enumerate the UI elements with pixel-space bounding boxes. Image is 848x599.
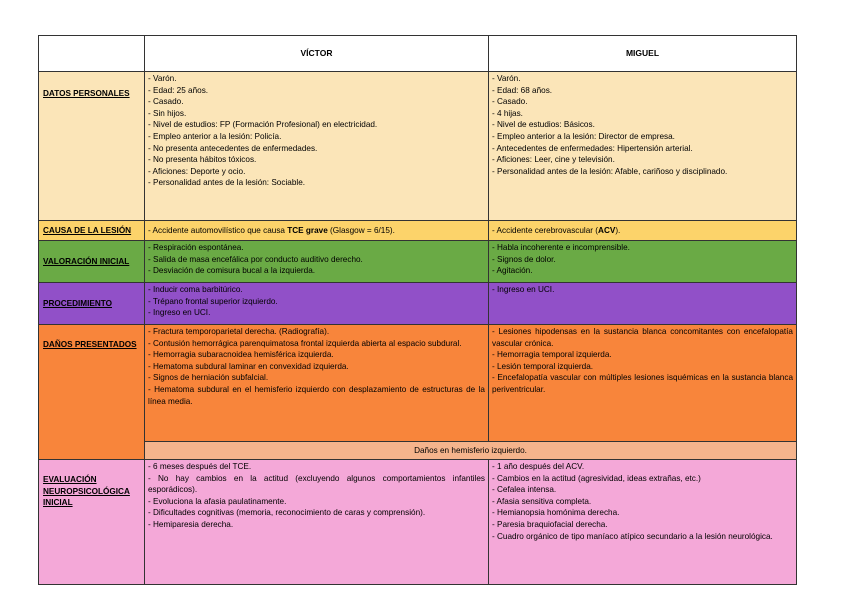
list-item: - Salida de masa encefálica por conducto auditivo derecho. xyxy=(148,254,363,264)
victor-cell xyxy=(145,283,489,325)
header-victor: VÍCTOR xyxy=(145,36,489,72)
list-item: - Empleo anterior a la lesión: Director de empresa. xyxy=(492,131,675,141)
causa-text: ). xyxy=(615,225,621,235)
list-item: - Encefalopatía vascular con múltiples lesiones isquémicas en la sustancia blanca periventricular. xyxy=(492,373,793,394)
list-item: - Hemorragia temporal izquierda. xyxy=(492,350,612,360)
row-procedimiento xyxy=(39,283,797,325)
list-item: - Dificultades cognitivas (memoria, reconocimiento de caras y comprensión). xyxy=(148,508,426,518)
list-item: - Trépano frontal superior izquierdo. xyxy=(148,296,278,306)
list-item: - Afasia sensitiva completa. xyxy=(492,496,592,506)
causa-text: - Accidente cerebrovascular ( xyxy=(492,225,599,235)
comparison-table xyxy=(38,35,797,585)
list-item: - Aficiones: Leer, cine y televisión. xyxy=(492,155,615,165)
row-causa-lesion xyxy=(39,221,797,241)
list-item: - Evoluciona la afasia paulatinamente. xyxy=(148,496,287,506)
list-item: - Inducir coma barbitúrico. xyxy=(148,285,243,294)
victor-cell xyxy=(145,241,489,283)
list-item: - Varón. xyxy=(492,74,521,83)
list-item: - No hay cambios en la actitud (excluyendo algunos comportamientos infantiles esporádicos). xyxy=(148,473,485,495)
list-item: - 1 año después del ACV. xyxy=(492,462,585,471)
row-label: VALORACIÓN INICIAL xyxy=(39,241,145,283)
miguel-cell xyxy=(489,72,797,221)
list-item: - Hemorragia subaracnoidea hemisférica izquierda. xyxy=(148,350,334,360)
list-item: - Desviación de comisura bucal a la izquierda. xyxy=(148,266,316,276)
list-item: - Habla incoherente e incomprensible. xyxy=(492,243,630,252)
list-item: - Cambios en la actitud (agresividad, ideas extrañas, etc.) xyxy=(492,473,701,483)
miguel-cell xyxy=(489,221,797,241)
list-item: - Respiración espontánea. xyxy=(148,243,244,252)
row-label: EVALUACIÓN NEUROPSICOLÓGICA INICIAL xyxy=(39,460,145,585)
list-item: - Hemianopsia homónima derecha. xyxy=(492,508,620,518)
list-item: - Empleo anterior a la lesión: Policía. xyxy=(148,131,282,141)
header-miguel: MIGUEL xyxy=(489,36,797,72)
list-item: - 6 meses después del TCE. xyxy=(148,462,252,471)
list-item: - Cuadro orgánico de tipo maníaco atípico secundario a la lesión neurológica. xyxy=(492,531,773,541)
header-row xyxy=(39,36,797,72)
list-item: - Hematoma subdural en el hemisferio izquierdo con desplazamiento de estructuras de la línea media. xyxy=(148,384,485,406)
row-valoracion-inicial xyxy=(39,241,797,283)
list-item: - Personalidad antes de la lesión: Afable, cariñoso y disciplinado. xyxy=(492,166,728,176)
list-item: - Fractura temporoparietal derecha. (Radiografía). xyxy=(148,327,330,336)
list-item: - No presenta antecedentes de enfermedades. xyxy=(148,143,318,153)
victor-cell xyxy=(145,221,489,241)
list-item: - Varón. xyxy=(148,74,177,83)
row-label: CAUSA DE LA LESIÓN xyxy=(39,221,145,241)
list-item: - Hematoma subdural laminar en convexidad izquierda. xyxy=(148,361,349,371)
list-item: - Aficiones: Deporte y ocio. xyxy=(148,166,246,176)
miguel-cell xyxy=(489,283,797,325)
list-item: - Edad: 68 años. xyxy=(492,85,553,95)
list-item: - Lesión temporal izquierda. xyxy=(492,361,594,371)
list-item: - Cefalea intensa. xyxy=(492,485,557,495)
miguel-cell xyxy=(489,241,797,283)
list-item: - Nivel de estudios: FP (Formación Profesional) en electricidad. xyxy=(148,120,378,130)
list-item: - 4 hijas. xyxy=(492,108,523,118)
corner-cell xyxy=(39,36,145,72)
miguel-cell xyxy=(489,460,797,585)
list-item: - No presenta hábitos tóxicos. xyxy=(148,155,257,165)
list-item: - Paresia braquiofacial derecha. xyxy=(492,519,608,529)
causa-highlight: ACV xyxy=(598,225,616,235)
victor-cell xyxy=(145,72,489,221)
causa-text: - Accidente automovilístico que causa xyxy=(148,225,288,235)
list-item: - Ingreso en UCI. xyxy=(492,285,555,294)
list-item: - Ingreso en UCI. xyxy=(148,308,211,318)
causa-highlight: TCE grave xyxy=(287,225,328,235)
row-label: DATOS PERSONALES xyxy=(39,72,145,221)
list-item: - Sin hijos. xyxy=(148,108,187,118)
list-item: - Agitación. xyxy=(492,266,533,276)
list-item: - Personalidad antes de la lesión: Sociable. xyxy=(148,178,306,188)
victor-cell xyxy=(145,460,489,585)
row-label: DAÑOS PRESENTADOS xyxy=(39,325,145,460)
victor-cell xyxy=(145,325,489,442)
list-item: - Edad: 25 años. xyxy=(148,85,209,95)
causa-text: (Glasgow = 6/15). xyxy=(327,225,395,235)
miguel-cell xyxy=(489,325,797,442)
row-danos-presentados xyxy=(39,325,797,442)
list-item: - Antecedentes de enfermedades: Hipertensión arterial. xyxy=(492,143,693,153)
row-datos-personales xyxy=(39,72,797,221)
row-evaluacion-neuropsicologica xyxy=(39,460,797,585)
row-label: PROCEDIMIENTO xyxy=(39,283,145,325)
list-item: - Nivel de estudios: Básicos. xyxy=(492,120,595,130)
danos-summary-note: Daños en hemisferio izquierdo. xyxy=(145,442,797,460)
list-item: - Casado. xyxy=(492,97,528,107)
list-item: - Hemiparesia derecha. xyxy=(148,519,234,529)
list-item: - Casado. xyxy=(148,97,184,107)
list-item: - Lesiones hipodensas en la sustancia blanca concomitantes con encefalopatía vascular crónica. xyxy=(492,327,793,348)
list-item: - Signos de herniación subfalcial. xyxy=(148,373,269,383)
list-item: - Signos de dolor. xyxy=(492,254,556,264)
list-item: - Contusión hemorrágica parenquimatosa frontal izquierda abierta al espacio subdural. xyxy=(148,338,462,348)
row-danos-note xyxy=(39,442,797,460)
